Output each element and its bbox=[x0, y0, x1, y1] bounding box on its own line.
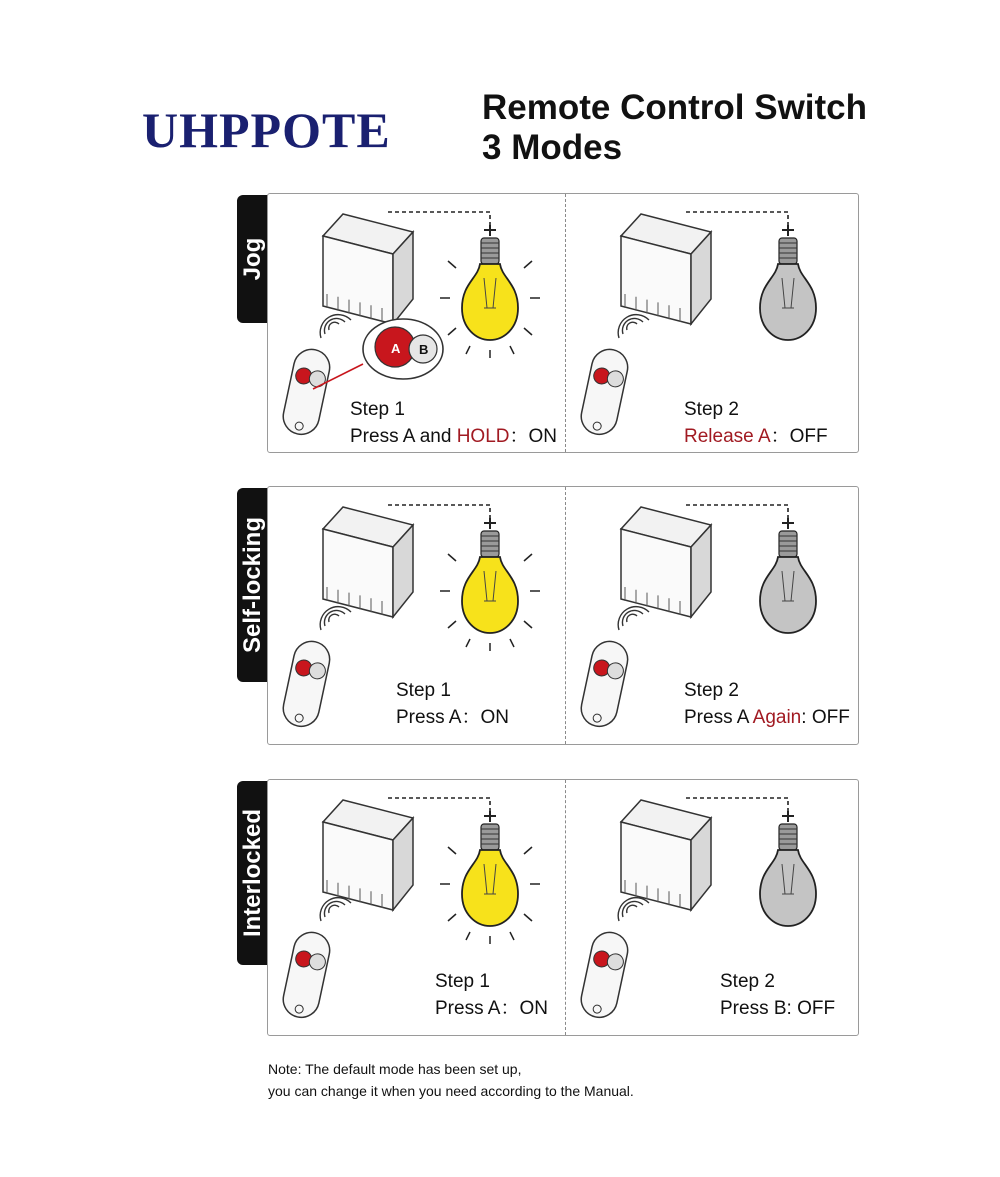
bulb-off-icon bbox=[760, 518, 816, 633]
step-label: Step 1 bbox=[396, 680, 451, 701]
step-label: Step 1 bbox=[435, 971, 490, 992]
bulb-off-icon bbox=[760, 225, 816, 340]
bulb-off-icon bbox=[760, 811, 816, 926]
signal-waves-icon bbox=[320, 607, 351, 630]
mode-label: Self-locking bbox=[239, 516, 266, 654]
footnote-line-1: Note: The default mode has been set up, bbox=[268, 1061, 522, 1077]
title-line-1: Remote Control Switch bbox=[482, 88, 868, 127]
wire-line bbox=[686, 798, 788, 814]
mode-tab-jog bbox=[237, 195, 269, 323]
remote-icon bbox=[578, 638, 631, 730]
receiver-box-icon bbox=[621, 800, 711, 910]
wire-line bbox=[686, 212, 788, 228]
button-b-label: B bbox=[419, 342, 429, 357]
wire-line bbox=[388, 798, 490, 814]
signal-waves-icon bbox=[618, 315, 649, 338]
mode-panel-jog bbox=[267, 193, 859, 453]
step-instruction: Press A Again: OFF bbox=[684, 707, 850, 728]
button-a-label: A bbox=[391, 341, 401, 356]
footnote-line-2: you can change it when you need according to the Manual. bbox=[268, 1083, 634, 1099]
light-ray bbox=[510, 639, 514, 647]
signal-waves-icon bbox=[320, 898, 351, 921]
step-label: Step 2 bbox=[684, 399, 739, 420]
brand-logo: UHPPOTE bbox=[142, 102, 391, 158]
signal-waves-icon bbox=[320, 315, 351, 338]
light-ray bbox=[524, 621, 532, 628]
step-label: Step 2 bbox=[720, 971, 775, 992]
step-2-caption bbox=[684, 396, 828, 450]
mode-panel-self-locking bbox=[267, 486, 859, 745]
wire-line bbox=[686, 505, 788, 521]
wire-line bbox=[388, 212, 490, 228]
light-ray bbox=[466, 639, 470, 647]
mode-panel-interlocked bbox=[267, 779, 859, 1036]
step-instruction: Release A：OFF bbox=[684, 426, 828, 447]
footnote bbox=[268, 1058, 634, 1102]
remote-icon bbox=[280, 638, 333, 730]
remote-icon bbox=[280, 346, 333, 438]
light-ray bbox=[524, 328, 532, 335]
receiver-box-icon bbox=[323, 214, 413, 324]
mode-tab-self-locking bbox=[237, 488, 269, 682]
remote-icon bbox=[280, 929, 333, 1021]
light-ray bbox=[524, 914, 532, 921]
light-ray bbox=[466, 346, 470, 354]
step-1-caption bbox=[350, 396, 557, 450]
light-ray bbox=[524, 554, 532, 561]
button-zoom-icon bbox=[313, 319, 443, 389]
bulb-on-icon bbox=[440, 811, 540, 944]
light-ray bbox=[448, 847, 456, 854]
step-instruction: Press A：ON bbox=[396, 707, 509, 728]
light-ray bbox=[448, 261, 456, 268]
light-ray bbox=[448, 328, 456, 335]
light-ray bbox=[448, 554, 456, 561]
step-2-caption bbox=[720, 968, 835, 1022]
receiver-box-icon bbox=[323, 800, 413, 910]
signal-waves-icon bbox=[618, 898, 649, 921]
light-ray bbox=[510, 346, 514, 354]
bulb-on-icon bbox=[440, 225, 540, 358]
light-ray bbox=[524, 261, 532, 268]
bulb-on-icon bbox=[440, 518, 540, 651]
page-title bbox=[482, 88, 867, 168]
step-instruction: Press A：ON bbox=[435, 998, 548, 1019]
step-label: Step 2 bbox=[684, 680, 739, 701]
mode-label: Interlocked bbox=[239, 808, 266, 938]
light-ray bbox=[466, 932, 470, 940]
step-instruction: Press A and HOLD：ON bbox=[350, 426, 557, 447]
light-ray bbox=[510, 932, 514, 940]
step-2-caption bbox=[684, 677, 850, 731]
step-instruction: Press B: OFF bbox=[720, 998, 836, 1019]
receiver-box-icon bbox=[621, 214, 711, 324]
title-line-2: 3 Modes bbox=[482, 128, 623, 167]
mode-label: Jog bbox=[239, 237, 266, 281]
signal-waves-icon bbox=[618, 607, 649, 630]
light-ray bbox=[524, 847, 532, 854]
light-ray bbox=[448, 621, 456, 628]
step-1-caption bbox=[435, 968, 548, 1022]
step-1-caption bbox=[396, 677, 509, 731]
wire-line bbox=[388, 505, 490, 521]
remote-icon bbox=[578, 929, 631, 1021]
receiver-box-icon bbox=[323, 507, 413, 617]
remote-icon bbox=[578, 346, 631, 438]
light-ray bbox=[448, 914, 456, 921]
receiver-box-icon bbox=[621, 507, 711, 617]
mode-tab-interlocked bbox=[237, 781, 269, 965]
step-label: Step 1 bbox=[350, 399, 405, 420]
